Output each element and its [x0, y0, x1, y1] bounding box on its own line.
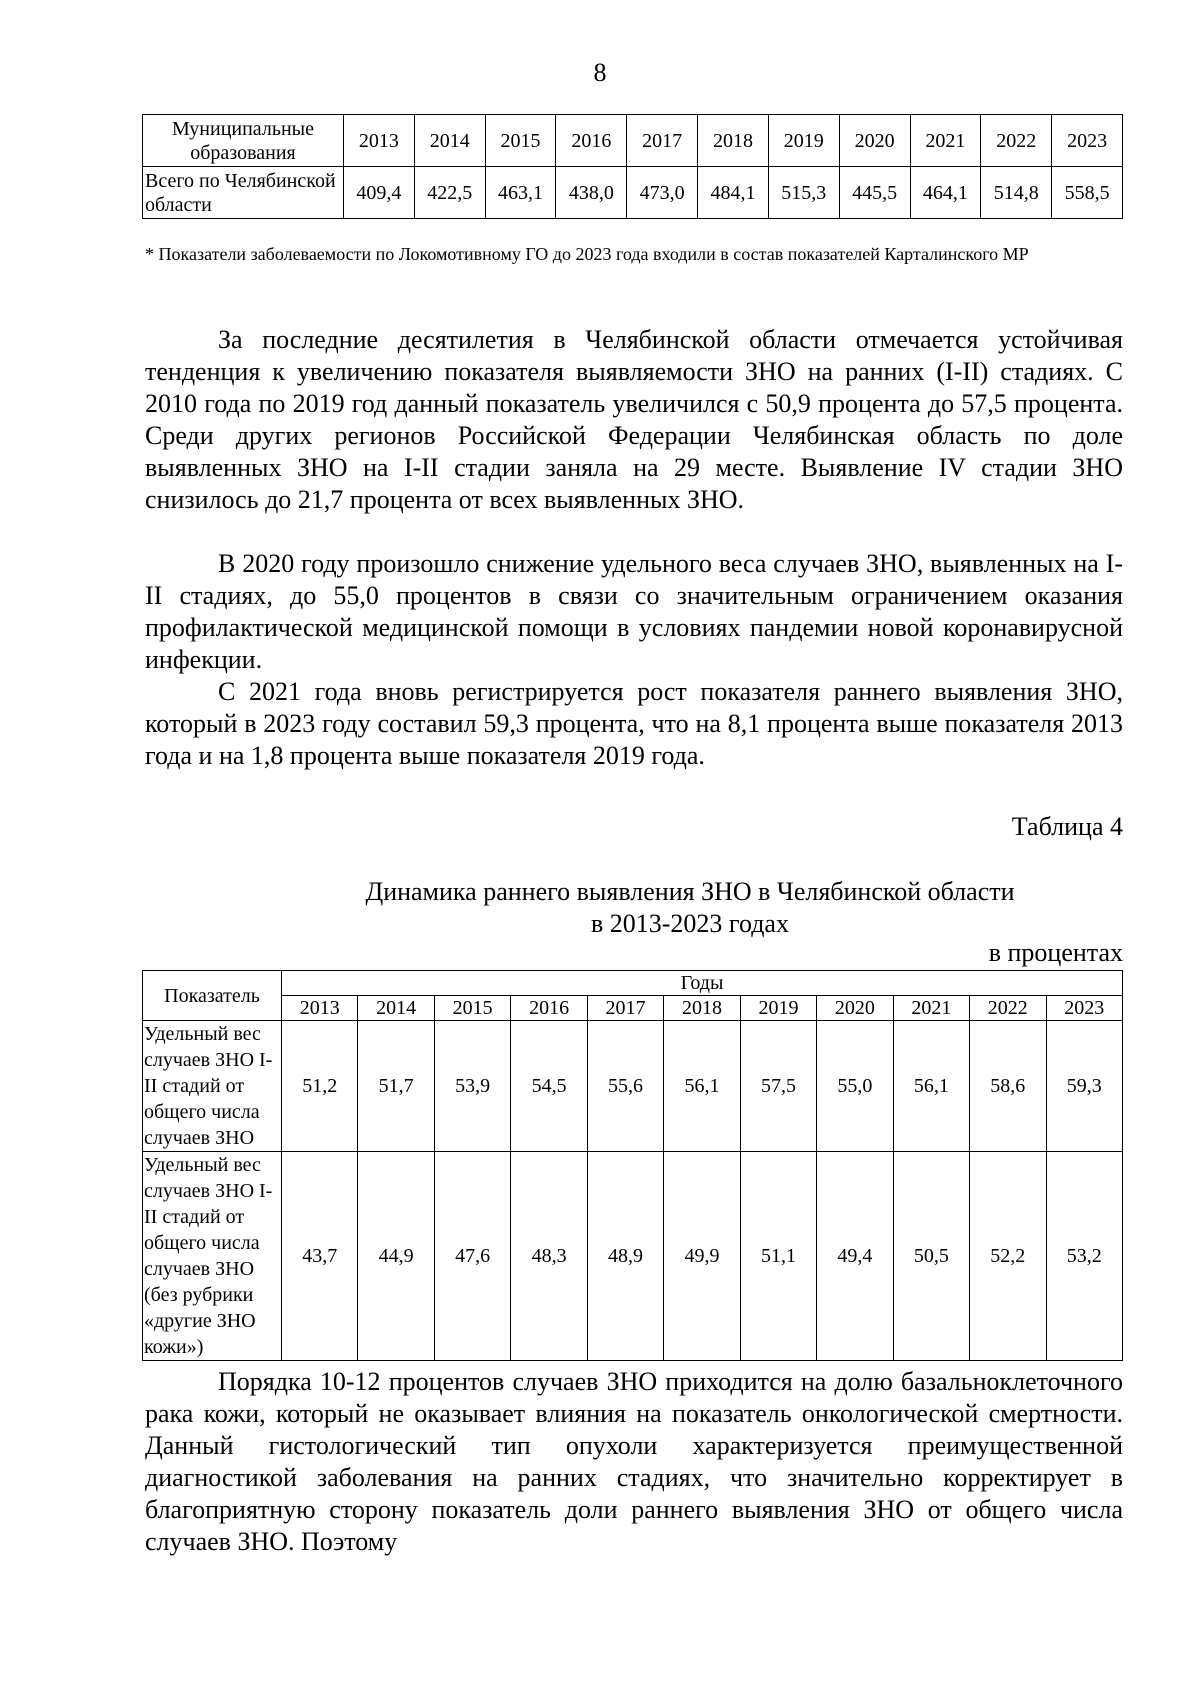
table-cell: 50,5: [893, 1152, 969, 1361]
table-cell: 51,1: [740, 1152, 816, 1361]
table-cell: 484,1: [698, 167, 769, 219]
table-title-line: Динамика раннего выявления ЗНО в Челябинской области: [365, 877, 1015, 906]
table-cell: 52,2: [970, 1152, 1046, 1361]
table-cell: 445,5: [839, 167, 910, 219]
year-header: 2020: [839, 115, 910, 167]
paragraph: В 2020 году произошло снижение удельного веса случаев ЗНО, выявленных на I-II стадиях, до 55,0 процентов в связи со значительным ограничением оказания профилактической медицинской помощи в условиях пандемии новой коронавирусной инфекции.: [145, 549, 1123, 674]
table-cell: 514,8: [981, 167, 1052, 219]
table-units: в процентах: [988, 938, 1123, 967]
table-header-row: [143, 971, 1123, 996]
row-label: Всего по Челябинской области: [143, 167, 344, 219]
table-cell: 56,1: [893, 1021, 969, 1152]
year-header: 2019: [768, 115, 839, 167]
paragraph: За последние десятилетия в Челябинской области отмечается устойчивая тенденция к увеличению показателя выявляемости ЗНО на ранних (I-II) стадиях. С 2010 года по 2019 год данный показатель увеличился с 50,9 процента до 57,5 процента. Среди других регионов Российской Федерации Челябинская область по доле выявленных ЗНО на I-II стадии заняла на 29 месте. Выявление IV стадии ЗНО снизилось до 21,7 процента от всех выявленных ЗНО.: [145, 325, 1123, 514]
page-number: 8: [593, 58, 607, 87]
year-header: 2014: [414, 115, 485, 167]
table-label: Таблица 4: [1011, 812, 1123, 841]
year-header: 2017: [627, 115, 698, 167]
table-cell: 44,9: [358, 1152, 434, 1361]
year-header: 2017: [587, 996, 663, 1021]
table-title: [290, 876, 1090, 940]
early-detection-table: [142, 970, 1123, 1361]
table-cell: 51,2: [282, 1021, 358, 1152]
table-row: [143, 1021, 1123, 1152]
table-cell: 47,6: [434, 1152, 510, 1361]
table-cell: 464,1: [910, 167, 981, 219]
table-cell: 53,9: [434, 1021, 510, 1152]
year-header: 2015: [485, 115, 556, 167]
table-cell: 49,4: [817, 1152, 893, 1361]
header-years: Годы: [282, 971, 1123, 996]
year-header: 2021: [910, 115, 981, 167]
year-header: 2014: [358, 996, 434, 1021]
table-cell: 54,5: [511, 1021, 587, 1152]
table-cell: 48,3: [511, 1152, 587, 1361]
table-cell: 57,5: [740, 1021, 816, 1152]
year-header: 2019: [740, 996, 816, 1021]
table-cell: 51,7: [358, 1021, 434, 1152]
footnote: * Показатели заболеваемости по Локомотивному ГО до 2023 года входили в состав показателей Карталинского МР: [145, 244, 1029, 264]
paragraph: С 2021 года вновь регистрируется рост показателя раннего выявления ЗНО, который в 2023 году составил 59,3 процента, что на 8,1 процента выше показателя 2013 года и на 1,8 процента выше показателя 2019 года.: [145, 677, 1123, 770]
year-header: 2022: [970, 996, 1046, 1021]
table-year-row: [143, 996, 1123, 1021]
year-header: 2013: [344, 115, 415, 167]
table-cell: 515,3: [768, 167, 839, 219]
row-label: Удельный вес случаев ЗНО I-II стадий от общего числа случаев ЗНО: [143, 1021, 282, 1152]
year-header: 2018: [664, 996, 740, 1021]
year-header: 2016: [511, 996, 587, 1021]
table-cell: 558,5: [1052, 167, 1123, 219]
table-cell: 473,0: [627, 167, 698, 219]
table-cell: 438,0: [556, 167, 627, 219]
table-cell: 463,1: [485, 167, 556, 219]
table-cell: 59,3: [1046, 1021, 1122, 1152]
year-header: 2023: [1052, 115, 1123, 167]
table-cell: 409,4: [344, 167, 415, 219]
year-header: 2018: [698, 115, 769, 167]
header-indicator: Показатель: [143, 971, 282, 1021]
table-cell: 48,9: [587, 1152, 663, 1361]
year-header: 2013: [282, 996, 358, 1021]
table-cell: 55,6: [587, 1021, 663, 1152]
incidence-table: [142, 114, 1123, 219]
year-header: 2022: [981, 115, 1052, 167]
year-header: 2021: [893, 996, 969, 1021]
table-row: [143, 1152, 1123, 1361]
table-cell: 53,2: [1046, 1152, 1122, 1361]
year-header: 2023: [1046, 996, 1122, 1021]
year-header: 2015: [434, 996, 510, 1021]
table-cell: 49,9: [664, 1152, 740, 1361]
table-cell: 56,1: [664, 1021, 740, 1152]
paragraph: Порядка 10-12 процентов случаев ЗНО приходится на долю базальноклеточного рака кожи, который не оказывает влияния на показатель онкологической смертности. Данный гистологический тип опухоли характеризуется преимущественной диагностикой заболевания на ранних стадиях, что значительно корректирует в благоприятную сторону показатель доли раннего выявления ЗНО от общего числа случаев ЗНО. Поэтому: [145, 1367, 1123, 1556]
table-cell: 43,7: [282, 1152, 358, 1361]
table-cell: 55,0: [817, 1021, 893, 1152]
row-label: Удельный вес случаев ЗНО I-II стадий от общего числа случаев ЗНО (без рубрики «другие ЗНО кожи»): [143, 1152, 282, 1361]
table-title-line: в 2013-2023 годах: [591, 909, 789, 938]
table-row: [143, 167, 1123, 219]
table-header-row: [143, 115, 1123, 167]
table-cell: 422,5: [414, 167, 485, 219]
table-cell: 58,6: [970, 1021, 1046, 1152]
year-header: 2020: [817, 996, 893, 1021]
year-header: 2016: [556, 115, 627, 167]
header-municipalities: Муниципальные образования: [143, 115, 344, 167]
